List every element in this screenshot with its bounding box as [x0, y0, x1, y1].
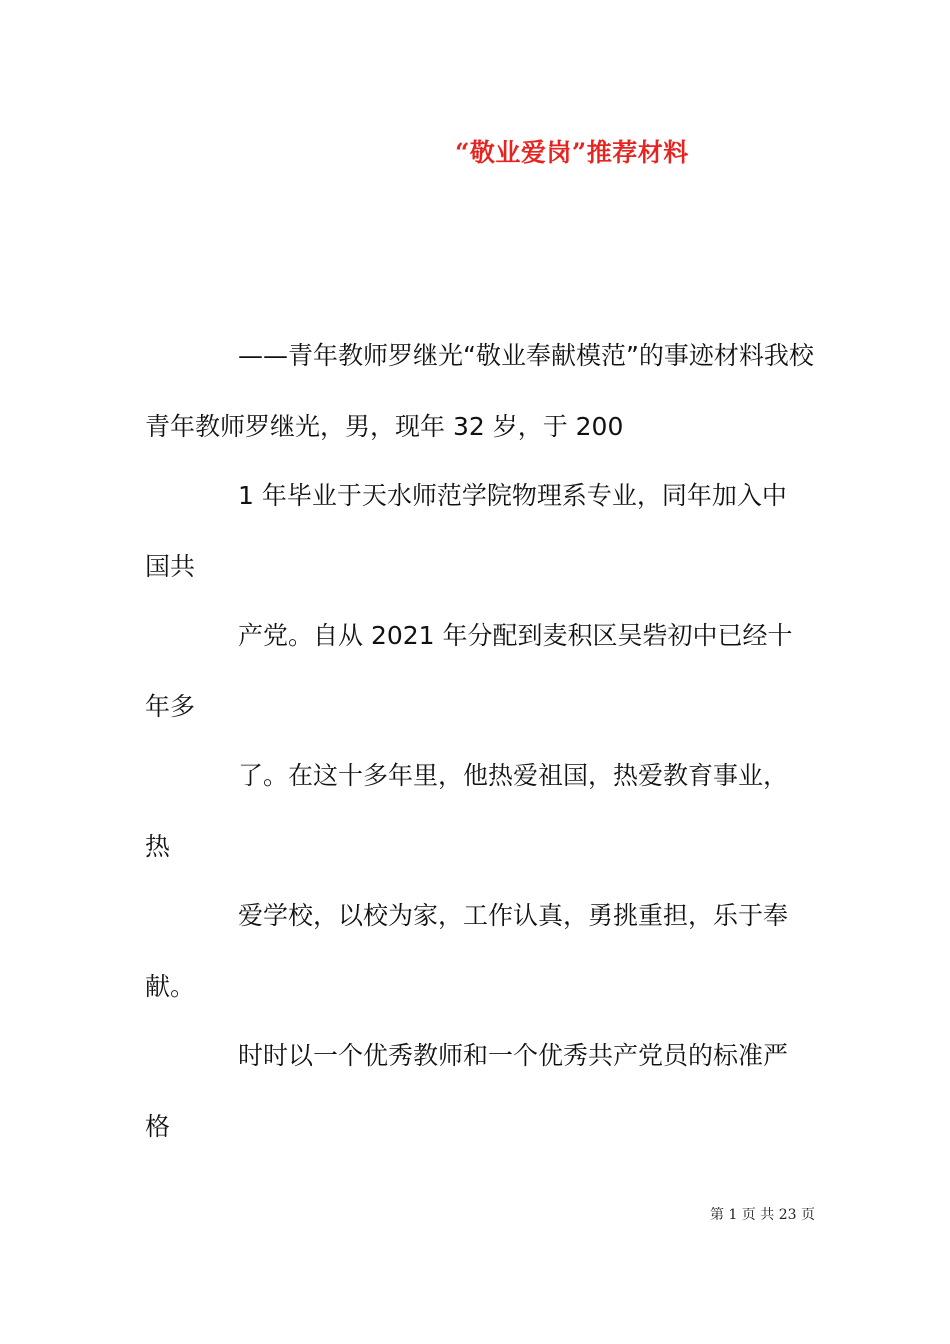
- paragraph-line: ——青年教师罗继光“敬业奉献模范”的事迹材料我校: [238, 341, 814, 370]
- paragraph-line: 1 年毕业于天水师范学院物理系专业，同年加入中: [238, 481, 787, 510]
- document-title: “敬业爱岗”推荐材料: [455, 138, 689, 167]
- paragraph-line: 热: [145, 832, 171, 861]
- page-footer: 第 1 页 共 23 页: [710, 1207, 815, 1223]
- paragraph-line: 产党。自从 2021 年分配到麦积区吴砦初中已经十: [238, 621, 793, 650]
- paragraph-line: 爱学校，以校为家，工作认真，勇挑重担，乐于奉: [238, 901, 789, 930]
- paragraph-line: 年多: [145, 692, 196, 721]
- paragraph-line: 时时以一个优秀教师和一个优秀共产党员的标准严: [238, 1041, 789, 1070]
- paragraph-line: 献。: [145, 972, 196, 1001]
- paragraph-line: 国共: [145, 552, 196, 581]
- paragraph-line: 青年教师罗继光，男，现年 32 岁，于 200: [145, 412, 624, 441]
- paragraph-line: 了。在这十多年里，他热爱祖国，热爱教育事业，: [238, 761, 789, 790]
- paragraph-line: 格: [145, 1112, 171, 1141]
